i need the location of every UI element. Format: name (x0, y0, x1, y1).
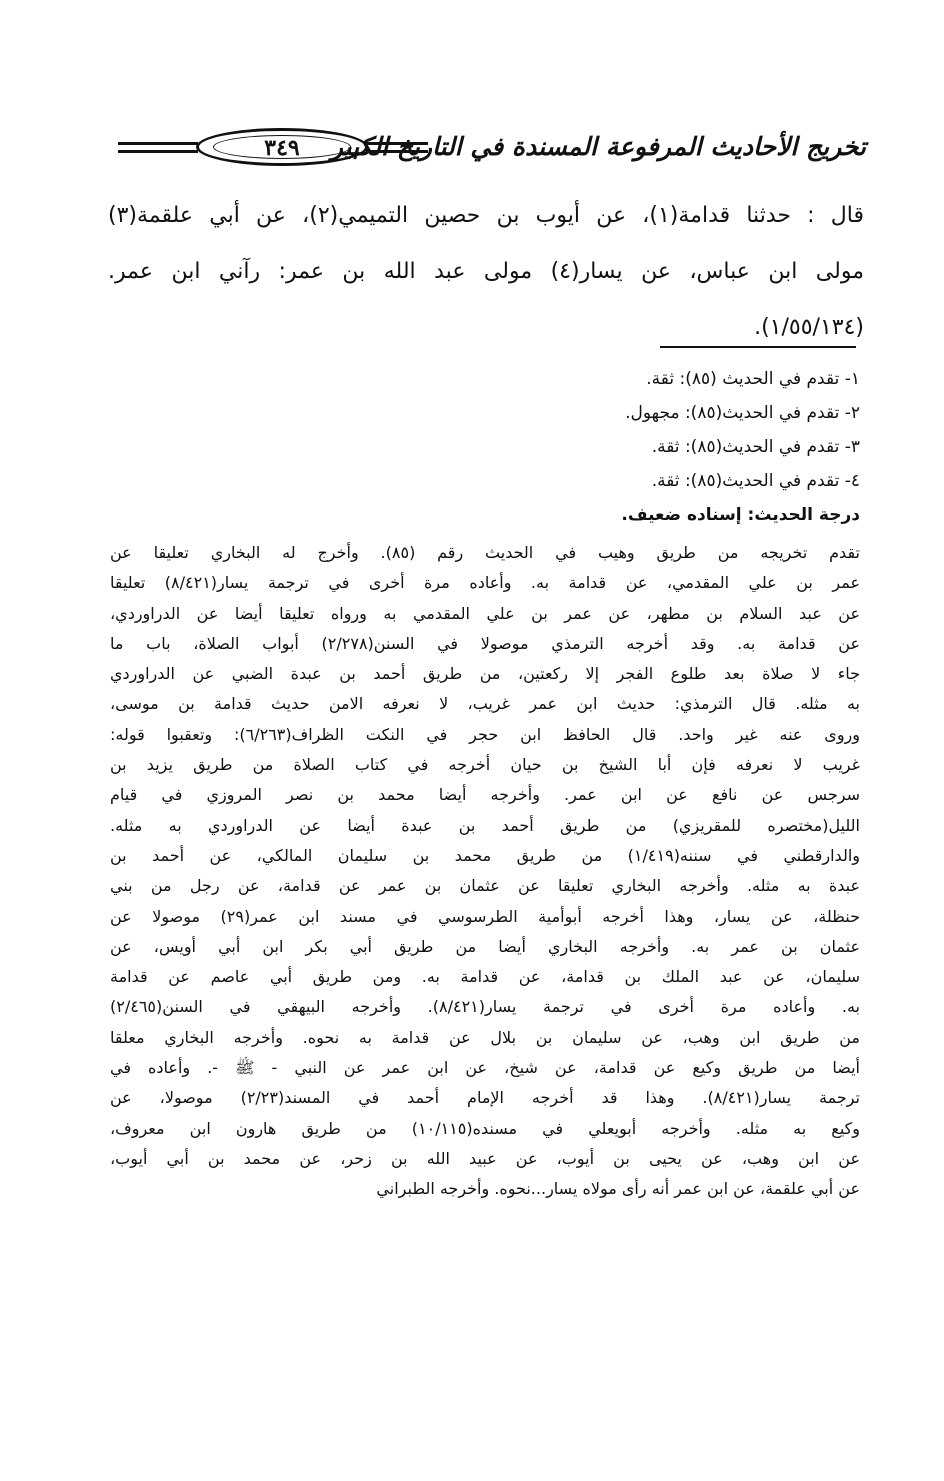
hadith-text (108, 188, 864, 356)
commentary-line: جاء لا صلاة بعد طلوع الفجر إلا ركعتين، من طريق أحمد بن عبدة الضبي عن الدراوردي (110, 664, 860, 684)
hadith-line: مولى ابن عباس، عن يسار(٤) مولى عبد الله بن عمر: رآني ابن عمر. (108, 259, 864, 284)
footnotes (460, 362, 860, 532)
footnote-item: ١- تقدم في الحديث (٨٥): ثقة. (646, 369, 860, 389)
hadith-grade: درجة الحديث: إسناده ضعيف. (621, 505, 860, 525)
commentary-line: عمر بن علي المقدمي، عن قدامة به. وأعاده مرة أخرى في ترجمة يسار(٨/٤٢١) تعليقا (110, 573, 860, 593)
commentary-line: عثمان بن عمر به. وأخرجه البخاري أيضا من طريق أبي بكر ابن أبي أويس، عن (110, 936, 860, 956)
footnote-item: ٢- تقدم في الحديث(٨٥): مجهول. (625, 403, 860, 423)
hadith-line: قال : حدثنا قدامة(١)، عن أيوب بن حصين التميمي(٢)، عن أبي علقمة(٣) (108, 203, 864, 228)
commentary-line: ترجمة يسار(٨/٤٢١). وهذا قد أخرجه الإمام أحمد في المسند(٢/٢٣) موصولا، عن (110, 1088, 860, 1108)
footnote-item: ٤- تقدم في الحديث(٨٥): ثقة. (651, 471, 860, 491)
hadith-line: (١/٥٥/١٣٤). (754, 315, 864, 340)
page-number: ٣٤٩ (264, 135, 300, 161)
header-rule (118, 150, 198, 153)
commentary-line: به. وأعاده مرة أخرى في ترجمة يسار(٨/٤٢١). وأخرجه البيهقي في السنن(٢/٤٦٥) (110, 997, 860, 1017)
commentary-line: الليل(مختصره للمقريزي) من طريق أحمد بن عبدة أيضا عن الدراوردي به مثله. (110, 815, 860, 835)
footnote-item: ٣- تقدم في الحديث(٨٥): ثقة. (651, 437, 860, 457)
commentary-line: عن ابن وهب، عن يحيى بن أيوب، عن عبيد الله بن زحر، عن محمد بن أبي أيوب، (110, 1148, 860, 1168)
running-title: تخريج الأحاديث المرفوعة المسندة في التاريخ الكبير (330, 132, 866, 161)
commentary-line: وكيع به مثله. وأخرجه أبويعلي في مسنده(١٠/١١٥) من طريق هارون ابن معروف، (110, 1118, 860, 1138)
commentary-line: حنظلة، عن يسار، وهذا أخرجه أبوأمية الطرسوسي في مسند ابن عمر(٢٩) موصولا عن (110, 906, 860, 926)
takhrij-commentary (110, 538, 860, 1205)
commentary-line: أيضا من طريق وكيع عن قدامة، عن شيخ، عن ابن عمر عن النبي - ﷺ -. وأعاده في (110, 1058, 860, 1078)
commentary-line: تقدم تخريجه من طريق وهيب في الحديث رقم (٨٥). وأخرج له البخاري تعليقا عن (110, 543, 860, 562)
commentary-line: وروى عنه غير واحد. قال الحافظ ابن حجر في النكت الظراف(٦/٢٦٣): وتعقبوا قوله: (110, 724, 860, 744)
footnote-separator (660, 346, 856, 348)
commentary-line: عن قدامة به. وقد أخرجه الترمذي موصولا في السنن(٢/٢٧٨) أبواب الصلاة، باب ما (110, 633, 860, 653)
commentary-line: والدارقطني في سننه(١/٤١٩) من طريق محمد بن سليمان المالكي، عن أحمد بن (110, 845, 860, 865)
commentary-line: غريب لا نعرفه فإن أبا الشيخ بن حيان أخرجه في كتاب الصلاة من طريق يزيد بن (110, 755, 860, 775)
commentary-line: سليمان، عن عبد الملك بن قدامة، عن قدامة به. ومن طريق أبي عاصم عن قدامة (110, 967, 860, 987)
page-header (96, 128, 866, 172)
header-rule (118, 142, 198, 145)
commentary-line: به مثله. قال الترمذي: حديث ابن عمر غريب، لا نعرفه الامن حديث قدامة بن موسى، (110, 694, 860, 714)
commentary-line: عن عبد السلام بن مطهر، عن عمر بن علي المقدمي به ورواه تعليقا أيضا عن الدراوردي، (110, 603, 860, 623)
commentary-line: سرجس عن نافع عن ابن عمر. وأخرجه أيضا محمد بن نصر المروزي في قيام (110, 785, 860, 805)
commentary-line: عن أبي علقمة، عن ابن عمر أنه رأى مولاه يسار...نحوه. وأخرجه الطبراني (376, 1179, 860, 1199)
commentary-line: من طريق ابن وهب، عن سليمان بن بلال عن قدامة به نحوه. وأخرجه البخاري معلقا (110, 1027, 860, 1047)
commentary-line: عبدة به مثله. وأخرجه البخاري تعليقا عن عثمان بن عمر عن قدامة، عن رجل من بني (110, 876, 860, 896)
